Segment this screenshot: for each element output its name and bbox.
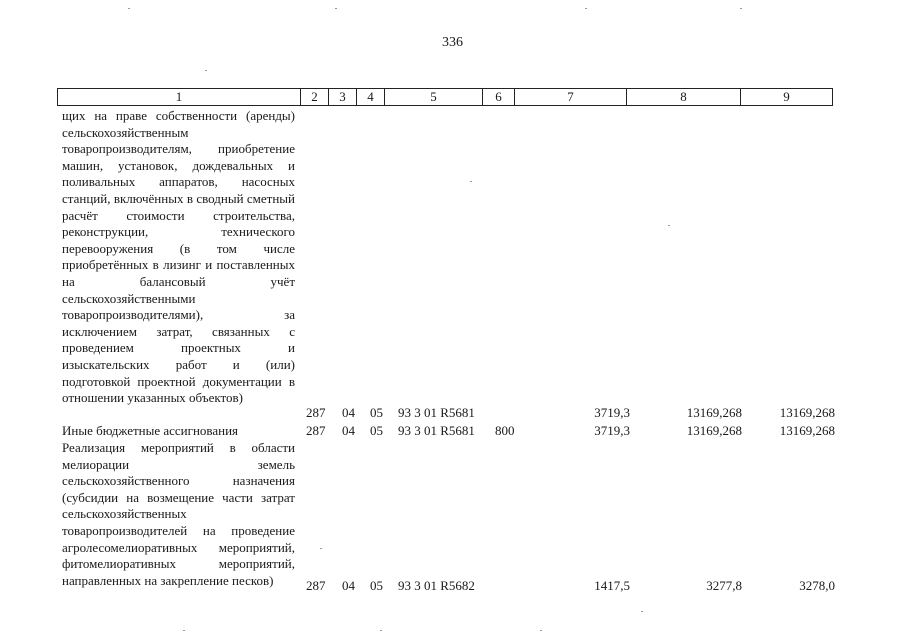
row-1-col-9: 13169,268 xyxy=(779,405,835,420)
row-1-col-5: 93 3 01 R5681 xyxy=(398,405,475,420)
scan-speck xyxy=(668,225,670,226)
scan-speck xyxy=(641,611,643,612)
scan-speck xyxy=(320,548,322,549)
row-2-col-7: 3719,3 xyxy=(594,423,630,438)
scan-speck xyxy=(205,70,207,71)
row-3-col-3: 04 xyxy=(342,578,355,593)
column-header-5: 5 xyxy=(385,89,483,106)
row-3-col-4: 05 xyxy=(370,578,383,593)
row-3-description: Реализация мероприятий в области мелиорации земель сельскохозяйственного назначения (субсидии на возмещение части затрат сельскохозяйственных товаропроизводителей на проведение агролесомелиоративных мероприятий, фитомелиоративных мероприятий, направленных на закрепление песков) xyxy=(62,440,295,588)
scan-speck xyxy=(183,630,185,631)
column-header-table xyxy=(57,88,833,106)
row-3-col-9: 3278,0 xyxy=(799,578,835,593)
column-header-4: 4 xyxy=(357,89,385,106)
row-1-col-8: 13169,268 xyxy=(686,405,742,420)
scan-speck xyxy=(540,630,542,631)
row-2-col-9: 13169,268 xyxy=(779,423,835,438)
column-header-1: 1 xyxy=(58,89,301,106)
scan-speck xyxy=(128,8,130,9)
scan-speck xyxy=(585,8,587,9)
row-2-col-2: 287 xyxy=(306,423,326,438)
column-header-9: 9 xyxy=(741,89,833,106)
row-1-description: щих на праве собственности (аренды) сельскохозяйственным товаропроизводителям, приобретение машин, установок, дождевальных и поливальных аппаратов, насосных станций, включённых в сводный сметный расчёт стоимости строительства, реконструкции, технического перевооружения (в том числе приобретённых в лизинг и поставленных на балансовый учёт сельскохозяйственными товаропроизводителями), за исключением затрат, связанных с проведением проектных и изыскательских работ и (или) подготовкой проектной документации в отношении указанных объектов) xyxy=(62,108,295,406)
scan-speck xyxy=(380,630,382,631)
row-2-col-8: 13169,268 xyxy=(686,423,742,438)
row-1-col-3: 04 xyxy=(342,405,355,420)
column-header-3: 3 xyxy=(329,89,357,106)
row-3-col-2: 287 xyxy=(306,578,326,593)
column-header-7: 7 xyxy=(515,89,627,106)
row-1-col-7: 3719,3 xyxy=(594,405,630,420)
scan-speck xyxy=(335,8,337,9)
page-number: 336 xyxy=(442,35,463,50)
row-3-col-8: 3277,8 xyxy=(706,578,742,593)
column-header-6: 6 xyxy=(483,89,515,106)
row-1-col-2: 287 xyxy=(306,405,326,420)
row-2-col-4: 05 xyxy=(370,423,383,438)
row-1-col-4: 05 xyxy=(370,405,383,420)
row-2-col-3: 04 xyxy=(342,423,355,438)
row-3-col-5: 93 3 01 R5682 xyxy=(398,578,475,593)
column-header-2: 2 xyxy=(301,89,329,106)
scan-speck xyxy=(740,8,742,9)
row-3-col-7: 1417,5 xyxy=(594,578,630,593)
scan-speck xyxy=(470,181,472,182)
row-2-col-6: 800 xyxy=(495,423,515,438)
column-header-8: 8 xyxy=(627,89,741,106)
column-header-row xyxy=(58,89,833,106)
row-2-col-5: 93 3 01 R5681 xyxy=(398,423,475,438)
row-2-description: Иные бюджетные ассигнования xyxy=(62,423,239,438)
